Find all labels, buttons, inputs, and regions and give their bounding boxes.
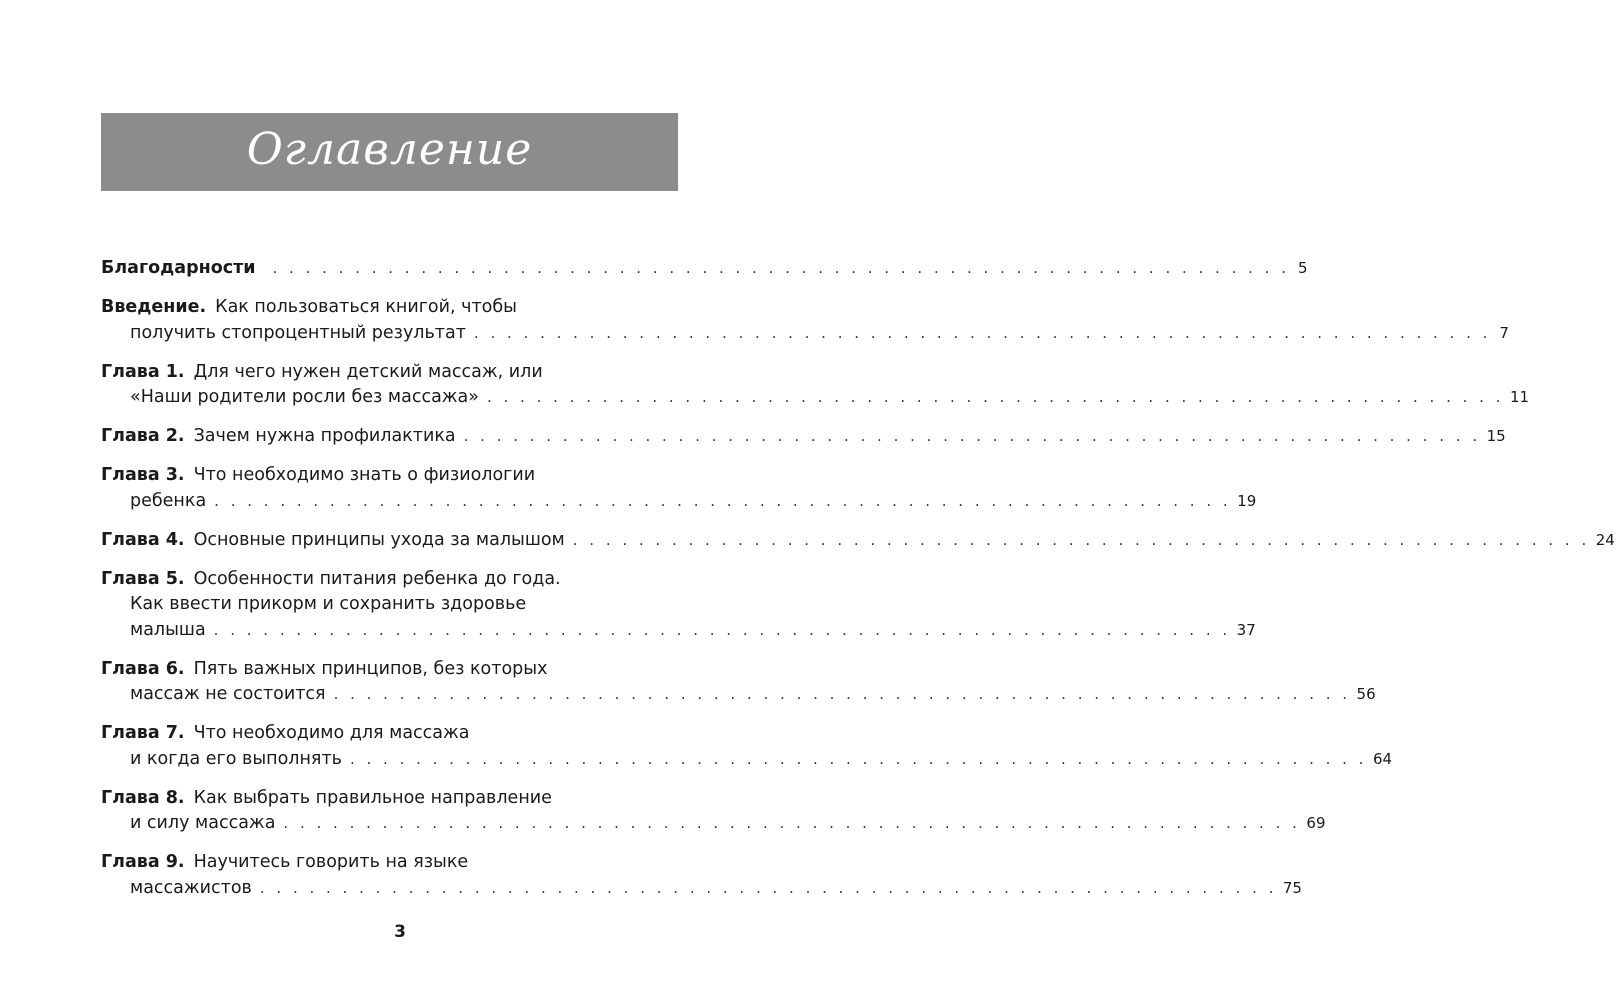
toc-entry-page: 37 xyxy=(1236,620,1256,639)
toc-entry-title: Зачем нужна профилактика xyxy=(193,426,456,446)
dot-leader: . . . . . . . . . . . . . . . . . . . . . . . . . . . . . . . . . . . . . . . . . . . . . . . . . . . . . . . . . . . . . . xyxy=(214,491,1232,510)
toc-entry-title: Основные принципы ухода за малышом xyxy=(193,529,565,550)
toc-entry-page: 5 xyxy=(1297,259,1308,277)
toc-entry-label: Глава 8. xyxy=(101,787,185,808)
toc-entry-label: Глава 3. xyxy=(101,465,185,485)
toc-entry-label: Глава 9. xyxy=(101,852,185,872)
toc-entry[interactable] xyxy=(101,295,1509,346)
toc-entry-page: 19 xyxy=(1237,491,1257,510)
toc-entry-title: «Наши родители росли без массажа» xyxy=(130,387,479,407)
toc-entry-title: Как ввести прикорм и сохранить здоровье xyxy=(130,594,527,614)
toc-entry-title: малыша xyxy=(130,619,206,640)
toc-title: Оглавление xyxy=(246,124,533,175)
toc-entry-label: Глава 5. xyxy=(101,568,185,589)
dot-leader: . . . . . . . . . . . . . . . . . . . . . . . . . . . . . . . . . . . . . . . . . . . . . . . . . . . . . . . . . . . . . . xyxy=(463,427,1481,445)
toc-entry-page: 56 xyxy=(1356,685,1376,703)
toc-entry[interactable] xyxy=(101,567,1256,644)
toc-entry-title: массажистов xyxy=(130,877,252,898)
toc-entry-label: Благодарности xyxy=(101,258,256,278)
toc-entry-title: и силу массажа xyxy=(130,813,276,833)
toc-entry[interactable] xyxy=(101,786,1326,837)
toc-entry-label: Глава 1. xyxy=(101,361,185,382)
toc-title-banner xyxy=(101,113,678,191)
toc-entry-line xyxy=(101,721,678,747)
dot-leader: . . . . . . . . . . . . . . . . . . . . . . . . . . . . . . . . . . . . . . . . . . . . . . . . . . . . . . . . . . . . . . xyxy=(272,259,1290,277)
toc-entry-line xyxy=(101,256,1308,282)
toc-entry-line xyxy=(101,385,1530,411)
toc-entry[interactable] xyxy=(101,256,1308,282)
toc-entry-page: 64 xyxy=(1372,749,1393,768)
toc-entry[interactable] xyxy=(101,657,1376,708)
toc-entry-title: и когда его выполнять xyxy=(130,748,342,769)
toc-entry-line xyxy=(101,360,678,386)
toc-entry-page: 7 xyxy=(1499,323,1509,342)
toc-entry-page: 69 xyxy=(1306,814,1326,832)
dot-leader: . . . . . . . . . . . . . . . . . . . . . . . . . . . . . . . . . . . . . . . . . . . . . . . . . . . . . . . . . . . . . . xyxy=(213,620,1231,639)
toc-entry-page: 24 xyxy=(1595,530,1615,549)
dot-leader: . . . . . . . . . . . . . . . . . . . . . . . . . . . . . . . . . . . . . . . . . . . . . . . . . . . . . . . . . . . . . . xyxy=(473,323,1491,342)
toc-entry-label: Глава 4. xyxy=(101,529,185,550)
toc-entry-line xyxy=(101,528,1615,554)
toc-entry-title: Для чего нужен детский массаж, или xyxy=(193,361,543,382)
dot-leader: . . . . . . . . . . . . . . . . . . . . . . . . . . . . . . . . . . . . . . . . . . . . . . . . . . . . . . . . . . . . . . xyxy=(572,530,1590,549)
toc-entry-line xyxy=(101,682,1376,708)
toc-entry-title: Особенности питания ребенка до года. xyxy=(193,568,561,589)
toc-entry-line xyxy=(101,657,678,683)
toc-entry-label: Введение. xyxy=(101,297,207,317)
toc-entry[interactable] xyxy=(101,463,1257,514)
toc-entry[interactable] xyxy=(101,528,1615,554)
toc-entry-label: Глава 2. xyxy=(101,426,185,446)
toc-entry-page: 11 xyxy=(1509,388,1530,406)
toc-entry-title: Как выбрать правильное направление xyxy=(193,787,552,808)
dot-leader: . . . . . . . . . . . . . . . . . . . . . . . . . . . . . . . . . . . . . . . . . . . . . . . . . . . . . . . . . . . . . . xyxy=(259,878,1277,897)
toc-entry-line xyxy=(101,463,678,489)
toc-entry-line xyxy=(101,876,1302,902)
toc-entry-line xyxy=(101,489,1257,515)
table-of-contents xyxy=(101,256,1615,915)
toc-entry-title: ребенка xyxy=(130,490,207,511)
toc-entry-line xyxy=(101,811,1326,837)
toc-entry-page: 75 xyxy=(1282,878,1302,897)
toc-entry[interactable] xyxy=(101,360,1530,411)
toc-entry-line xyxy=(101,592,678,618)
toc-entry-label: Глава 6. xyxy=(101,658,185,679)
page-number: 3 xyxy=(394,922,406,942)
toc-entry-line xyxy=(101,618,1256,644)
toc-entry-line xyxy=(101,786,678,812)
toc-entry-line xyxy=(101,424,1506,450)
toc-entry-title: массаж не состоится xyxy=(130,684,326,704)
toc-entry-line xyxy=(101,567,678,593)
dot-leader: . . . . . . . . . . . . . . . . . . . . . . . . . . . . . . . . . . . . . . . . . . . . . . . . . . . . . . . . . . . . . . xyxy=(333,685,1351,703)
toc-entry-title: Что необходимо для массажа xyxy=(193,723,470,743)
toc-entry-line xyxy=(101,747,1393,773)
toc-entry-title: Пять важных принципов, без которых xyxy=(193,658,548,679)
toc-entry-title: Что необходимо знать о физиологии xyxy=(193,465,536,485)
toc-entry-title: получить стопроцентный результат xyxy=(130,322,466,343)
toc-entry-line xyxy=(101,295,678,321)
dot-leader: . . . . . . . . . . . . . . . . . . . . . . . . . . . . . . . . . . . . . . . . . . . . . . . . . . . . . . . . . . . . . . xyxy=(349,749,1367,768)
toc-entry-title: Как пользоваться книгой, чтобы xyxy=(215,297,517,317)
toc-entry[interactable] xyxy=(101,850,1302,901)
toc-entry[interactable] xyxy=(101,721,1393,772)
toc-entry-label: Глава 7. xyxy=(101,723,185,743)
toc-entry-line xyxy=(101,850,678,876)
toc-entry-page: 15 xyxy=(1486,427,1506,445)
toc-entry[interactable] xyxy=(101,424,1506,450)
dot-leader: . . . . . . . . . . . . . . . . . . . . . . . . . . . . . . . . . . . . . . . . . . . . . . . . . . . . . . . . . . . . . . xyxy=(486,388,1504,406)
dot-leader: . . . . . . . . . . . . . . . . . . . . . . . . . . . . . . . . . . . . . . . . . . . . . . . . . . . . . . . . . . . . . . xyxy=(283,814,1301,832)
toc-entry-line xyxy=(101,321,1509,347)
toc-entry-title: Научитесь говорить на языке xyxy=(193,852,469,872)
